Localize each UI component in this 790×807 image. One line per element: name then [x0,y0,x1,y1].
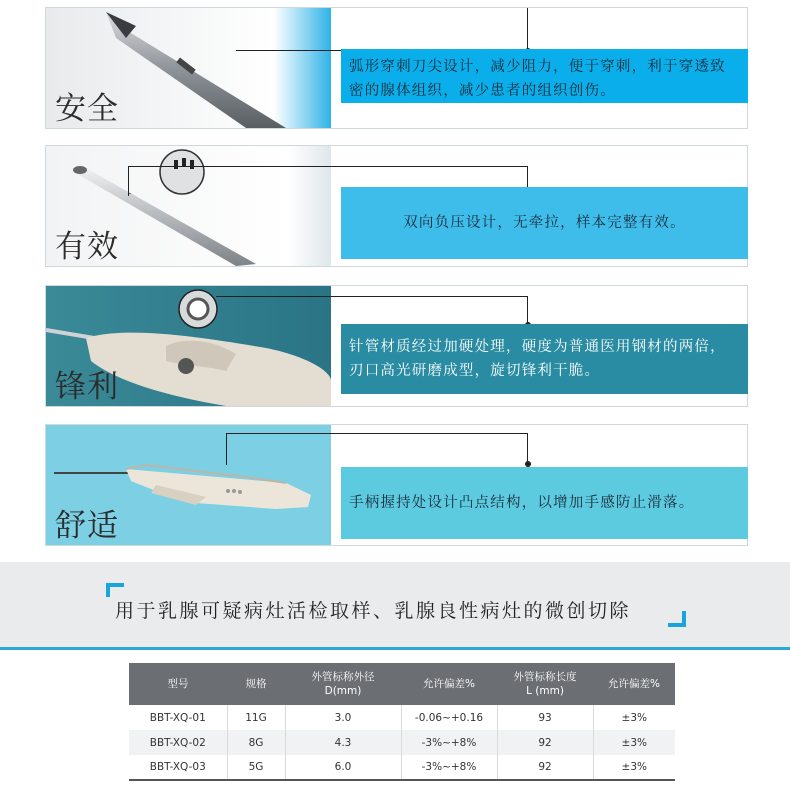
table-row [129,705,675,730]
feature-title: 安全 [55,91,119,127]
table-cell: 3.0 [285,705,401,730]
connector-line [226,433,528,465]
table-cell: BBT-XQ-02 [129,730,227,755]
feature-description: 针管材质经过加硬处理，硬度为普通医用钢材的两倍，刃口高光研磨成型，旋切锋利干脆。 [349,339,726,379]
feature-description: 手柄握持处设计凸点结构，以增加手感防止滑落。 [349,495,695,511]
feature-panel-effective [45,145,748,267]
column-header: 型号 [129,663,227,705]
table-cell: ±3% [593,755,675,780]
column-header: 允许偏差% [401,663,497,705]
table-cell: 92 [497,755,593,780]
feature-description: 弧形穿刺刀尖设计，减少阻力，便于穿刺，利于穿透致密的腺体组织，减少患者的组织创伤。 [349,59,726,99]
table-cell: 5G [227,755,285,780]
table-cell: BBT-XQ-01 [149,711,206,724]
feature-description-box [341,49,748,103]
connector-line [236,8,528,51]
table-cell: ±3% [593,705,675,730]
column-header: 规格 [227,663,285,705]
feature-title: 有效 [55,229,119,265]
page-headline: 用于乳腺可疑病灶活检取样、乳腺良性病灶的微创切除 [115,600,632,622]
feature-panel-safety [45,7,748,129]
table-cell: -3%~+8% [401,755,497,780]
table-cell: -0.06~+0.16 [401,705,497,730]
spec-table [129,663,675,781]
feature-title: 锋利 [55,369,119,405]
table-cell: 92 [497,730,593,755]
feature-panel-comfort [45,424,748,546]
table-cell: 6.0 [285,755,401,780]
corner-mark-right [682,611,686,627]
feature-description-box [341,467,748,539]
column-header: 外管标称外径 D(mm) [285,663,401,705]
table-cell: -3%~+8% [401,730,497,755]
table-cell: 8G [227,730,285,755]
column-header: 允许偏差% [593,663,675,705]
table-cell: 11G [227,705,285,730]
feature-description-box [341,187,748,259]
table-cell: ±3% [593,730,675,755]
feature-panel-sharp [45,285,748,407]
table-header-row [129,663,675,705]
column-header: 外管标称长度 L (mm) [497,663,593,705]
feature-title: 舒适 [55,508,119,544]
table-cell: 4.3 [285,730,401,755]
feature-description: 双向负压设计，无牵拉，样本完整有效。 [403,215,686,231]
table-cell: 93 [497,705,593,730]
feature-description-box [341,324,748,394]
table-cell: BBT-XQ-03 [129,755,227,780]
table-row [129,730,675,755]
table-row [129,755,675,780]
